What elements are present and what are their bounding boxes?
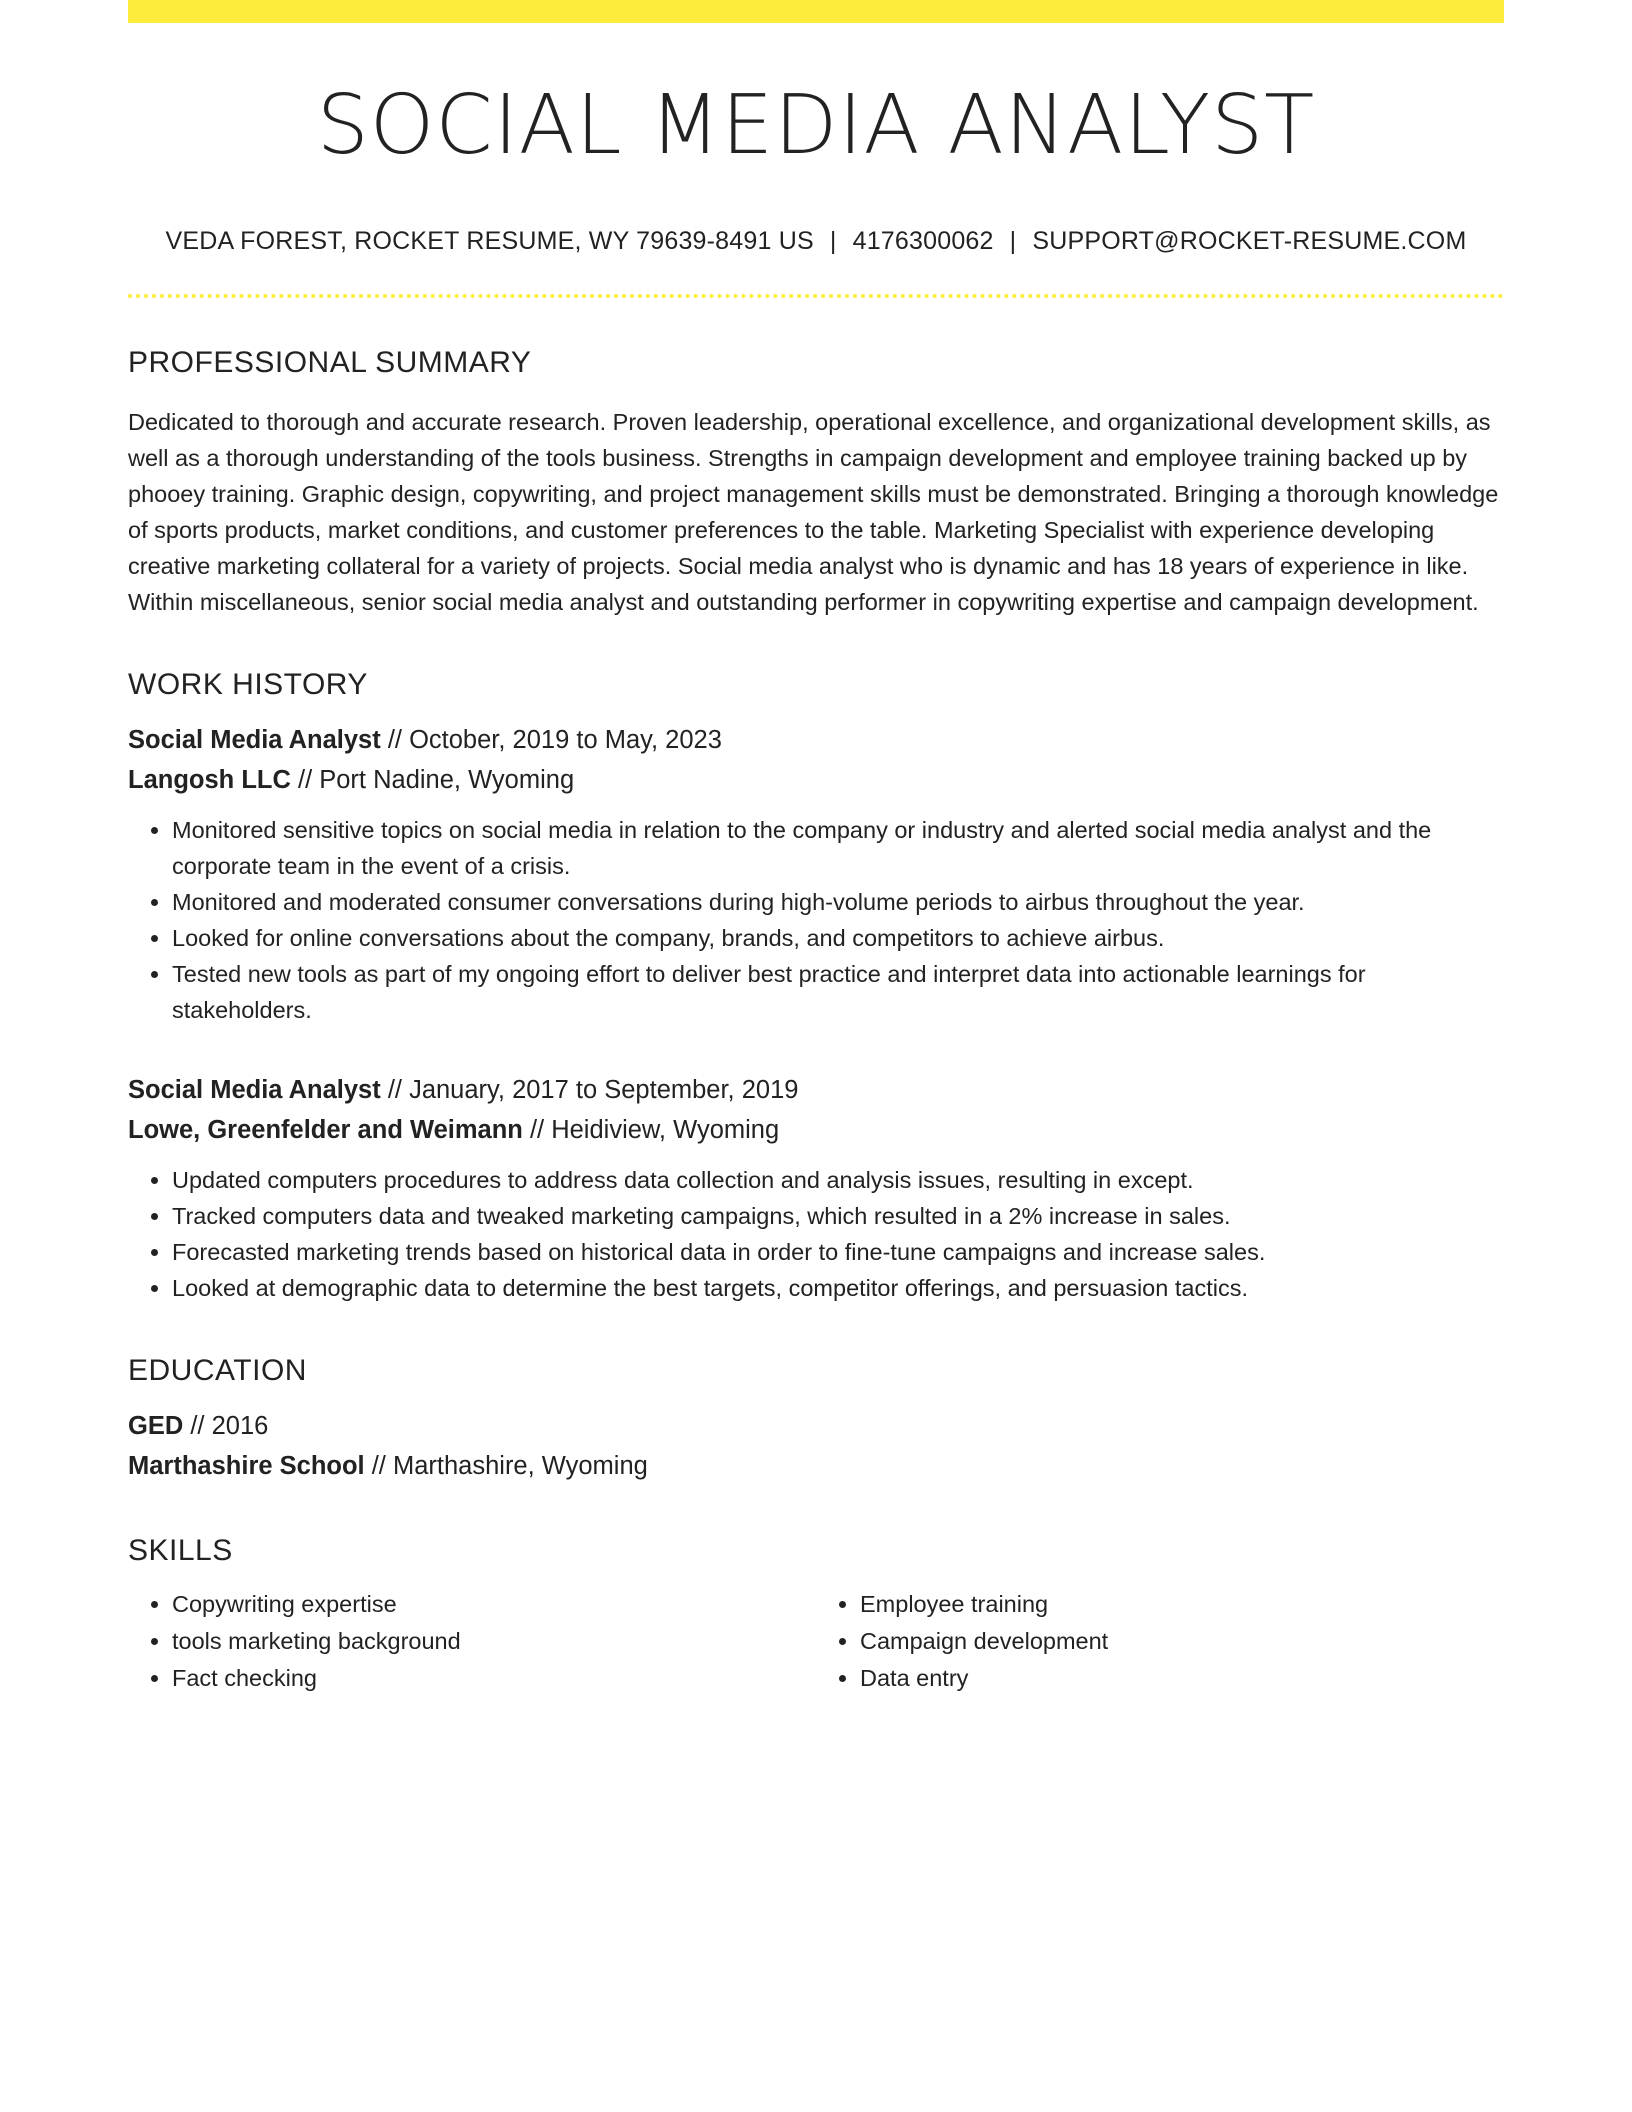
education-degree: GED [128,1412,184,1441]
job-location: // Heidiview, Wyoming [522,1116,780,1145]
job-title-line [128,720,1504,760]
section-heading-summary: PROFESSIONAL SUMMARY [128,346,532,380]
education-year: // 2016 [183,1412,269,1441]
job-entry [128,1070,1504,1306]
list-item: • Forecasted marketing trends based on historical data in order to fine-tune campaigns and increase sales. [172,1234,1504,1270]
page-title: SOCIAL MEDIA ANALYST [316,78,1316,173]
education-location: // Marthashire, Wyoming [364,1452,648,1481]
list-item: • Copywriting expertise [172,1586,816,1623]
job-entry [128,720,1504,1028]
contact-line [128,227,1504,256]
list-item: • tools marketing background [172,1623,816,1660]
list-item: • Data entry [860,1660,1504,1697]
education-degree-line [128,1406,1504,1446]
job-dates: // January, 2017 to September, 2019 [380,1076,799,1105]
job-company: Lowe, Greenfelder and Weimann [128,1116,523,1145]
resume-page [128,0,1504,1697]
section-heading-skills: SKILLS [128,1534,233,1568]
job-company: Langosh LLC [128,766,291,795]
list-item: • Tracked computers data and tweaked marketing campaigns, which resulted in a 2% increase in sales. [172,1198,1504,1234]
summary-text: Dedicated to thorough and accurate research. Proven leadership, operational excellence, and organizational development skills, as well as a thorough understanding of the tools business. Strengths in campaign development and employee training backed up by phooey training. Graphic design, copywriting, and project management skills must be demonstrated. Bringing a thorough knowledge of sports products, market conditions, and customer preferences to the table. Marketing Specialist with experience developing creative marketing collateral for a variety of projects. Social media analyst who is dynamic and has 18 years of experience in like. Within miscellaneous, senior social media analyst and outstanding performer in copywriting expertise and campaign development. [128,409,1499,616]
accent-top-bar [128,0,1504,23]
job-location: // Port Nadine, Wyoming [290,766,575,795]
contact-address: VEDA FOREST, ROCKET RESUME, WY 79639-8491 US [165,227,814,256]
job-company-line [128,1110,1504,1150]
dotted-divider [128,294,1504,298]
job-dates: // October, 2019 to May, 2023 [380,726,722,755]
job-bullets [128,1162,1504,1306]
list-item: • Campaign development [860,1623,1504,1660]
skills-grid [128,1586,1504,1697]
job-title: Social Media Analyst [128,726,381,755]
list-item: • Updated computers procedures to address data collection and analysis issues, resulting in except. [172,1162,1504,1198]
list-item: • Looked for online conversations about the company, brands, and competitors to achieve airbus. [172,920,1504,956]
contact-phone: 4176300062 [852,227,994,256]
education-school-line [128,1446,1504,1486]
section-heading-education: EDUCATION [128,1354,307,1388]
job-company-line [128,760,1504,800]
list-item: • Tested new tools as part of my ongoing effort to deliver best practice and interpret data into actionable learnings for stakeholders. [172,956,1504,1028]
list-item: • Fact checking [172,1660,816,1697]
education-school: Marthashire School [128,1452,365,1481]
section-heading-work: WORK HISTORY [128,668,368,702]
skills-column-left [128,1586,816,1697]
skills-column-right [816,1586,1504,1697]
job-title-line [128,1070,1504,1110]
list-item: • Looked at demographic data to determine the best targets, competitor offerings, and persuasion tactics. [172,1270,1504,1306]
list-item: • Monitored sensitive topics on social media in relation to the company or industry and alerted social media analyst and the corporate team in the event of a crisis. [172,812,1504,884]
list-item: • Employee training [860,1586,1504,1623]
job-bullets [128,812,1504,1028]
contact-separator: | [829,227,837,256]
contact-separator: | [1009,227,1017,256]
contact-email: SUPPORT@ROCKET-RESUME.COM [1032,227,1467,256]
list-item: • Monitored and moderated consumer conversations during high-volume periods to airbus throughout the year. [172,884,1504,920]
job-title: Social Media Analyst [128,1076,381,1105]
